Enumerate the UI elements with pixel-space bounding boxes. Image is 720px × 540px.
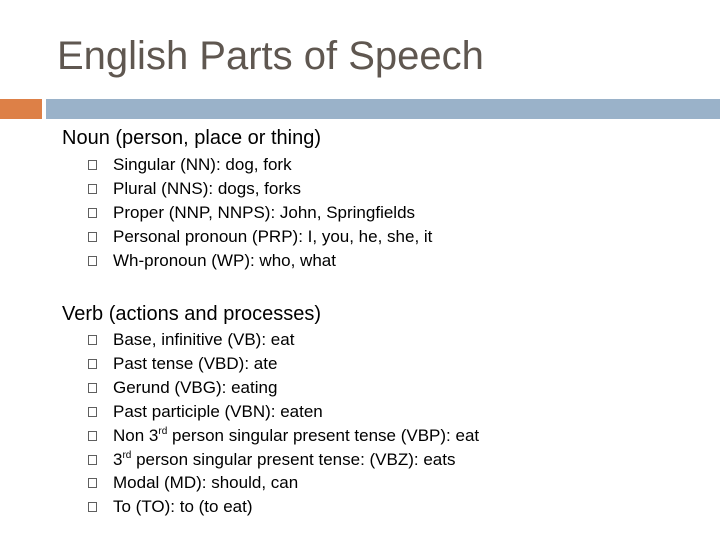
slide-title: English Parts of Speech (57, 34, 484, 78)
list-item-text: Proper (NNP, NNPS): John, Springfields (113, 203, 416, 222)
bullet-square-icon (88, 502, 97, 512)
section-heading-noun: Noun (person, place or thing) (62, 127, 322, 149)
bullet-square-icon (88, 478, 97, 488)
text-segment: person singular present tense (VBP): eat (167, 426, 480, 445)
list-item-text: Past participle (VBN): eaten (113, 402, 323, 421)
text-segment: 3 (113, 450, 123, 469)
list-item-text (113, 426, 479, 446)
bullet-square-icon (88, 359, 97, 369)
bullet-square-icon (88, 232, 97, 242)
list-item-text: Personal pronoun (PRP): I, you, he, she, it (113, 227, 433, 246)
list-item-text: Gerund (VBG): eating (113, 378, 278, 397)
section-heading-verb: Verb (actions and processes) (62, 303, 322, 325)
accent-bar-orange (0, 99, 42, 119)
list-item-text: Singular (NN): dog, fork (113, 155, 292, 174)
list-item-text: Plural (NNS): dogs, forks (113, 179, 301, 198)
bullet-square-icon (88, 208, 97, 218)
superscript: rd (158, 426, 168, 437)
bullet-square-icon (88, 335, 97, 345)
superscript: rd (122, 450, 132, 461)
accent-bar-blue (46, 99, 720, 119)
text-segment: person singular present tense: (VBZ): eats (131, 450, 456, 469)
bullet-square-icon (88, 160, 97, 170)
text-segment: Non 3 (113, 426, 159, 445)
list-item-text: Base, infinitive (VB): eat (113, 330, 295, 349)
bullet-square-icon (88, 455, 97, 465)
bullet-square-icon (88, 383, 97, 393)
list-item-text: To (TO): to (to eat) (113, 497, 253, 516)
bullet-square-icon (88, 431, 97, 441)
bullet-square-icon (88, 184, 97, 194)
list-item-text (113, 450, 455, 470)
bullet-square-icon (88, 256, 97, 266)
list-item-text: Modal (MD): should, can (113, 473, 299, 492)
list-item-text: Past tense (VBD): ate (113, 354, 278, 373)
list-item-text: Wh-pronoun (WP): who, what (113, 251, 336, 270)
bullet-square-icon (88, 407, 97, 417)
